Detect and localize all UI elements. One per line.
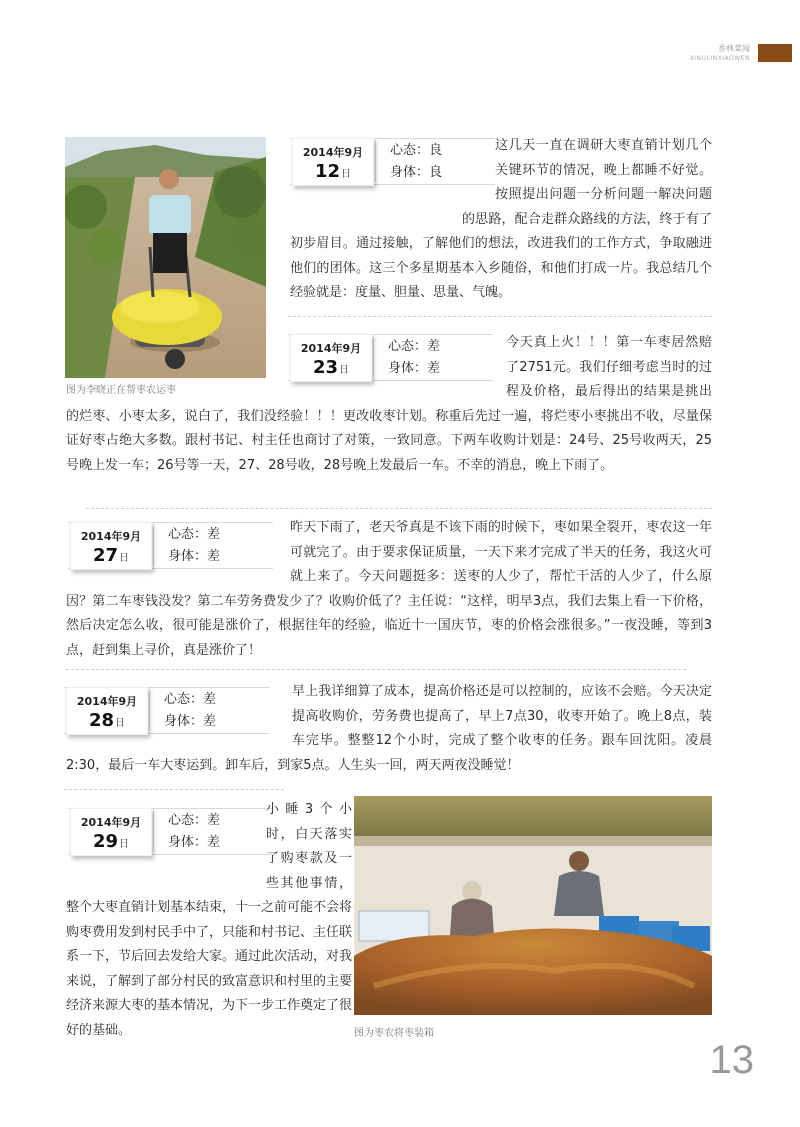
date-year-month: 2014年9月 [80, 530, 142, 543]
mood-status: 心态：差 [168, 813, 221, 828]
diary-entry-text: 这几天一直在调研大枣直销计划几个关键环节的情况，晚上都睡不好觉。按照提出问题一分析问题一解决问题的思路，配合走群众路线的方法，终于有了初步眉目。通过接触，了解他们的想法，改进我们的工作方式，争取融进他们的团体。这三个多星期基本入乡随俗，和他们打成一片。我总结几个经验就是：度量、胆量、思量、气魄。 [290, 138, 712, 300]
photo-caption: 图为枣农将枣装箱 [354, 1028, 434, 1039]
date-day: 23 [312, 357, 339, 378]
date-day: 27 [92, 545, 119, 566]
page-header [690, 44, 792, 63]
health-status: 身体：差 [168, 549, 221, 564]
diary-entry-text: 早上我详细算了成本，提高价格还是可以控制的，应该不会赔。今天决定提高收购价，劳务费也提高了，早上7点30，收枣开始了。晚上8点，装车完毕。整整12个小时，完成了整个收枣的任务。跟车回沈阳。凌晨2:30，最后一车大枣运到。卸车后，到家5点。人生头一回，两天两夜没睡觉！ [66, 684, 712, 773]
section-divider [64, 789, 284, 790]
date-year-month: 2014年9月 [300, 342, 362, 355]
date-box: 2014年9月 28日 [66, 687, 148, 735]
mood-status: 心态：差 [164, 692, 217, 707]
mood-status: 心态：良 [390, 143, 443, 158]
date-day: 29 [92, 831, 119, 852]
section-divider [288, 316, 712, 317]
date-day: 12 [314, 161, 341, 182]
page-number: 13 [709, 1038, 754, 1082]
date-box: 2014年9月 27日 [70, 522, 152, 570]
date-year-month: 2014年9月 [80, 816, 142, 829]
photo-caption: 图为李晓正在帮枣农运枣 [66, 385, 176, 396]
section-divider [86, 508, 712, 509]
health-status: 身体：良 [390, 165, 443, 180]
date-box: 2014年9月 23日 [290, 334, 372, 382]
jujube-pile-photo [354, 796, 712, 1015]
mood-status: 心态：差 [388, 339, 441, 354]
diary-entry-text: 今天真上火！！！第一车枣居然赔了2751元。我们仔细考虑当时的过程及价格，最后得出的结果是挑出的烂枣、小枣太多，说白了，我们没经验！！！更改收枣计划。称重后先过一遍，将烂枣小枣挑出不收，尽量保证好枣占绝大多数。跟村书记、村主任也商讨了对策，一致同意。下两车收购计划是：24号、25号收两天，25号晚上发一车；26号等一天，27、28号收，28号晚上发最后一车。不幸的消息，晚上下雨了。 [66, 335, 712, 473]
section-divider [66, 669, 686, 670]
date-year-month: 2014年9月 [302, 146, 364, 159]
date-day: 28 [88, 710, 115, 731]
column-title-pinyin: XINGLINXIAOWEN [689, 55, 750, 62]
diary-entry-text: 小睡3个小时，白天落实了购枣款及一些其他事情，整个大枣直销计划基本结束，十一之前可能不会将购枣费用发到村民手中了，只能和村书记、主任联系一下，节后回去发给大家。通过此次活动，对我来说，了解到了部分村民的致富意识和村里的主要经济来源大枣的基本情况，为下一步工作奠定了很好的基础。 [66, 802, 353, 1038]
diary-entry-text: 昨天下雨了，老天爷真是不该下雨的时候下，枣如果全裂开，枣农这一年可就完了。由于要求保证质量，一天下来才完成了半天的任务，我这火可就上来了。今天问题挺多：送枣的人少了，帮忙干活的人少了，什么原因？第二车枣钱没发？第二车劳务费发少了？收购价低了？主任说：“这样，明早3点，我们去集上看一下价格，然后决定怎么收，很可能是涨价了，根据往年的经验，临近十一国庆节，枣的价格会涨很多。”一夜没睡，等到3点，赶到集上寻价，真是涨价了！ [66, 520, 712, 658]
health-status: 身体：差 [388, 361, 441, 376]
header-color-bar [758, 44, 792, 62]
date-box: 2014年9月 29日 [70, 808, 152, 856]
column-title: 香林菜闻 [718, 44, 750, 53]
health-status: 身体：差 [164, 714, 217, 729]
health-status: 身体：差 [168, 835, 221, 850]
date-box: 2014年9月 12日 [292, 138, 374, 186]
mood-status: 心态：差 [168, 527, 221, 542]
date-year-month: 2014年9月 [76, 695, 138, 708]
